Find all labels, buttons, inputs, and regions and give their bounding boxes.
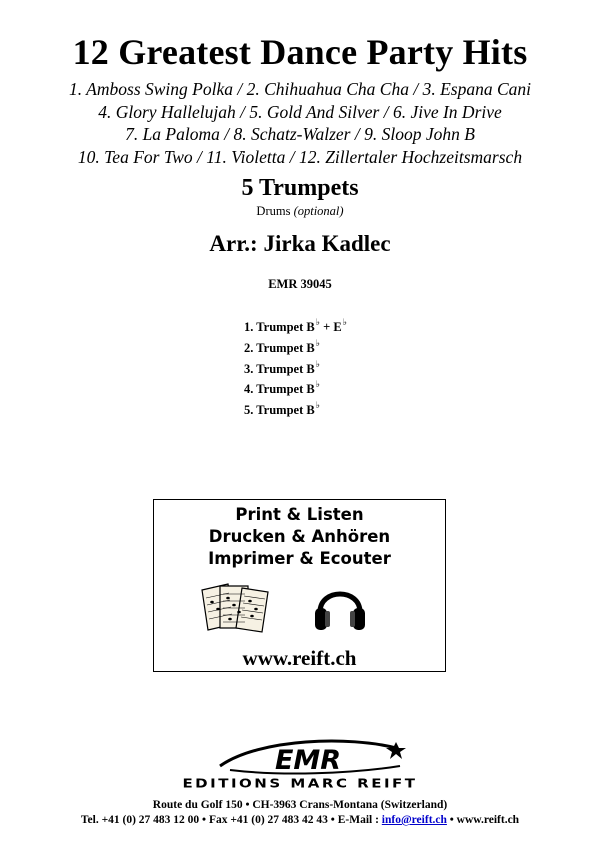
promo-line-french: Imprimer & Ecouter (208, 549, 391, 568)
publisher-name: EDITIONS MARC REIFT (182, 775, 418, 791)
part-item (244, 339, 347, 360)
song-list-line: 7. La Paloma / 8. Schatz-Walzer / 9. Sloop John B (125, 124, 475, 144)
contact-website: • www.reift.ch (446, 814, 520, 826)
song-list-line: 4. Glory Hallelujah / 5. Gold And Silver / 6. Jive In Drive (98, 101, 502, 122)
flat-sign: ♭ (315, 379, 320, 390)
flat-sign: ♭ (315, 317, 320, 327)
print-listen-box[interactable] (153, 499, 446, 672)
part-item (244, 380, 347, 401)
part-label: 5. Trumpet B (244, 403, 315, 418)
headphones-icon (312, 578, 368, 636)
drums-label: Drums (256, 204, 291, 218)
page-title: 12 Greatest Dance Party Hits (72, 32, 528, 72)
part-label: 4. Trumpet B (244, 382, 315, 397)
flat-sign: ♭ (315, 337, 320, 348)
catalog-code: EMR 39045 (268, 277, 332, 291)
part-extra: + E (319, 320, 342, 334)
song-list-line: 10. Tea For Two / 11. Violetta / 12. Zillertaler Hochzeitsmarsch (77, 146, 523, 167)
part-label: 2. Trumpet B (244, 340, 315, 355)
website-link[interactable]: www.reift.ch (242, 646, 357, 670)
part-item (244, 401, 347, 422)
instrumentation: 5 Trumpets (241, 175, 359, 201)
publisher-address: Route du Golf 150 • CH-3963 Crans-Montana (Switzerland) (152, 799, 448, 811)
logo-mark-text: EMR (274, 745, 342, 776)
sheet-music-icon (198, 580, 276, 636)
flat-sign: ♭ (342, 317, 347, 327)
flat-sign: ♭ (315, 400, 320, 411)
promo-line-english: Print & Listen (235, 505, 364, 524)
contact-phone-fax: Tel. +41 (0) 27 483 12 00 • Fax +41 (0) 27 483 42 43 • E-Mail : (80, 814, 382, 826)
flat-sign: ♭ (315, 358, 320, 369)
drums-note (0, 203, 600, 219)
promo-line-german: Drucken & Anhören (208, 527, 391, 546)
part-item (244, 360, 347, 381)
song-list-line: 1. Amboss Swing Polka / 2. Chihuahua Cha Cha / 3. Espana Cani (69, 79, 531, 99)
song-list (0, 78, 600, 168)
drums-optional: (optional) (293, 204, 344, 218)
part-item (244, 318, 347, 339)
part-label: 1. Trumpet B (244, 320, 315, 334)
parts-list (244, 318, 347, 422)
part-label: 3. Trumpet B (244, 361, 315, 376)
publisher-contact (0, 813, 600, 827)
email-link[interactable]: info@reift.ch (381, 814, 447, 826)
arranger: Arr.: Jirka Kadlec (209, 231, 391, 256)
